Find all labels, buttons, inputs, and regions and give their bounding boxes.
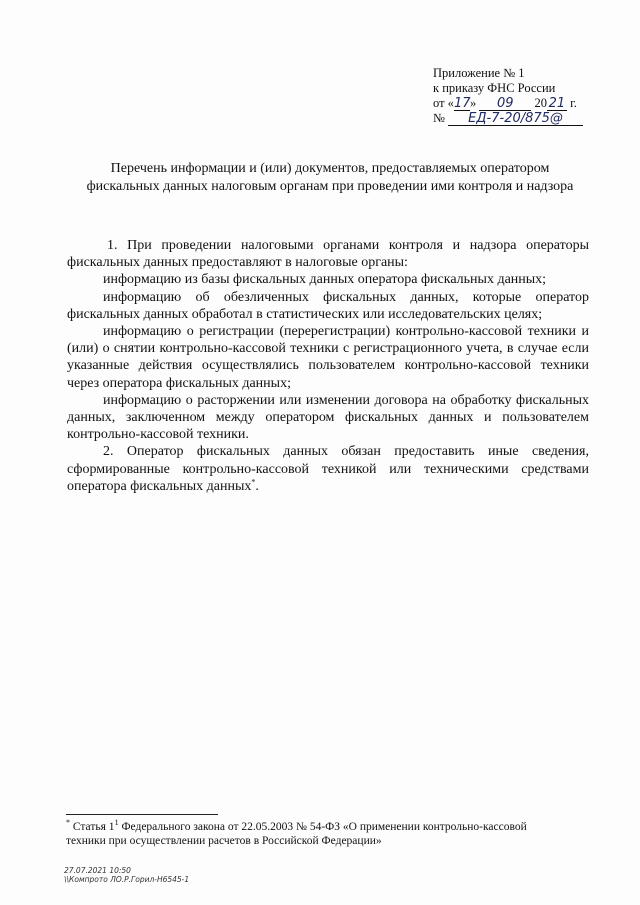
- date-month: 09: [479, 97, 531, 111]
- appendix-date: [433, 96, 583, 111]
- system-stamp: [64, 866, 189, 884]
- date-year-prefix: 20: [534, 96, 547, 110]
- paragraph-6-text: 2. Оператор фискальных данных обязан предоставить иные сведения, сформированные контрольно-кассовой техникой или техническими средствами оператора фискальных данных: [67, 444, 589, 494]
- paragraph-6: [67, 443, 589, 495]
- date-year: 21: [548, 96, 566, 111]
- paragraph-4: информацию о регистрации (перерегистрации) контрольно-кассовой техники и (или) о снятии контрольно-кассовой техники с регистрационного учета, в случае если указанные действия осуществлялись пользователем контрольно-кассовой техники через оператора фискальных данных;: [67, 324, 589, 391]
- date-year-end: г.: [570, 96, 577, 110]
- paragraph-5: информацию о расторжении или изменении договора на обработку фискальных данных, заключенном между оператором фискальных данных и пользователем контрольно-кассовой техники.: [67, 392, 589, 443]
- title-line-2: фискальных данных налоговым органам при проведении ими контроля и надзора: [86, 179, 574, 194]
- title-line-1: Перечень информации и (или) документов, предоставляемых оператором: [110, 161, 550, 176]
- stamp-datetime: 27.07.2021 10:50: [64, 866, 131, 875]
- footnote-reference: *: [251, 477, 256, 487]
- date-mid: »: [469, 96, 477, 110]
- paragraph-1: 1. При проведении налоговыми органами контроля и надзора операторы фискальных данных предоставляют в налоговые органы:: [67, 238, 589, 271]
- footnote-text-b: Федерального закона от 22.05.2003 № 54-ФЗ «О применении контрольно-кассовой: [118, 821, 527, 833]
- footnote: [66, 820, 588, 848]
- footnote-line-1: [66, 820, 588, 834]
- paragraph-2: информацию из базы фискальных данных оператора фискальных данных;: [103, 272, 547, 288]
- paragraph-6-end: .: [255, 478, 259, 494]
- document-title: [60, 160, 600, 196]
- stamp-path: \\Компрото ЛО.Р.Горил-Н6545-1: [64, 875, 190, 884]
- order-number: ЕД-7-20/875@: [448, 112, 583, 126]
- footnote-article-sup: 1: [114, 818, 119, 828]
- appendix-number: [433, 111, 583, 126]
- footnote-line-2: техники при осуществлении расчетов в Российской Федерации»: [66, 835, 382, 847]
- footnote-text-a: Статья 1: [70, 821, 115, 833]
- appendix-header: [433, 66, 583, 126]
- appendix-order-of: к приказу ФНС России: [433, 81, 556, 95]
- number-prefix: №: [433, 111, 445, 125]
- footnote-mark: *: [66, 818, 70, 828]
- paragraph-3: информацию об обезличенных фискальных данных, которые оператор фискальных данных обработал в статистических или исследовательских целях;: [67, 289, 589, 322]
- document-body: [67, 237, 589, 495]
- date-day: 17: [453, 96, 471, 111]
- footnote-divider: [66, 814, 218, 815]
- date-prefix: от «: [433, 96, 454, 110]
- appendix-title: Приложение № 1: [433, 66, 525, 80]
